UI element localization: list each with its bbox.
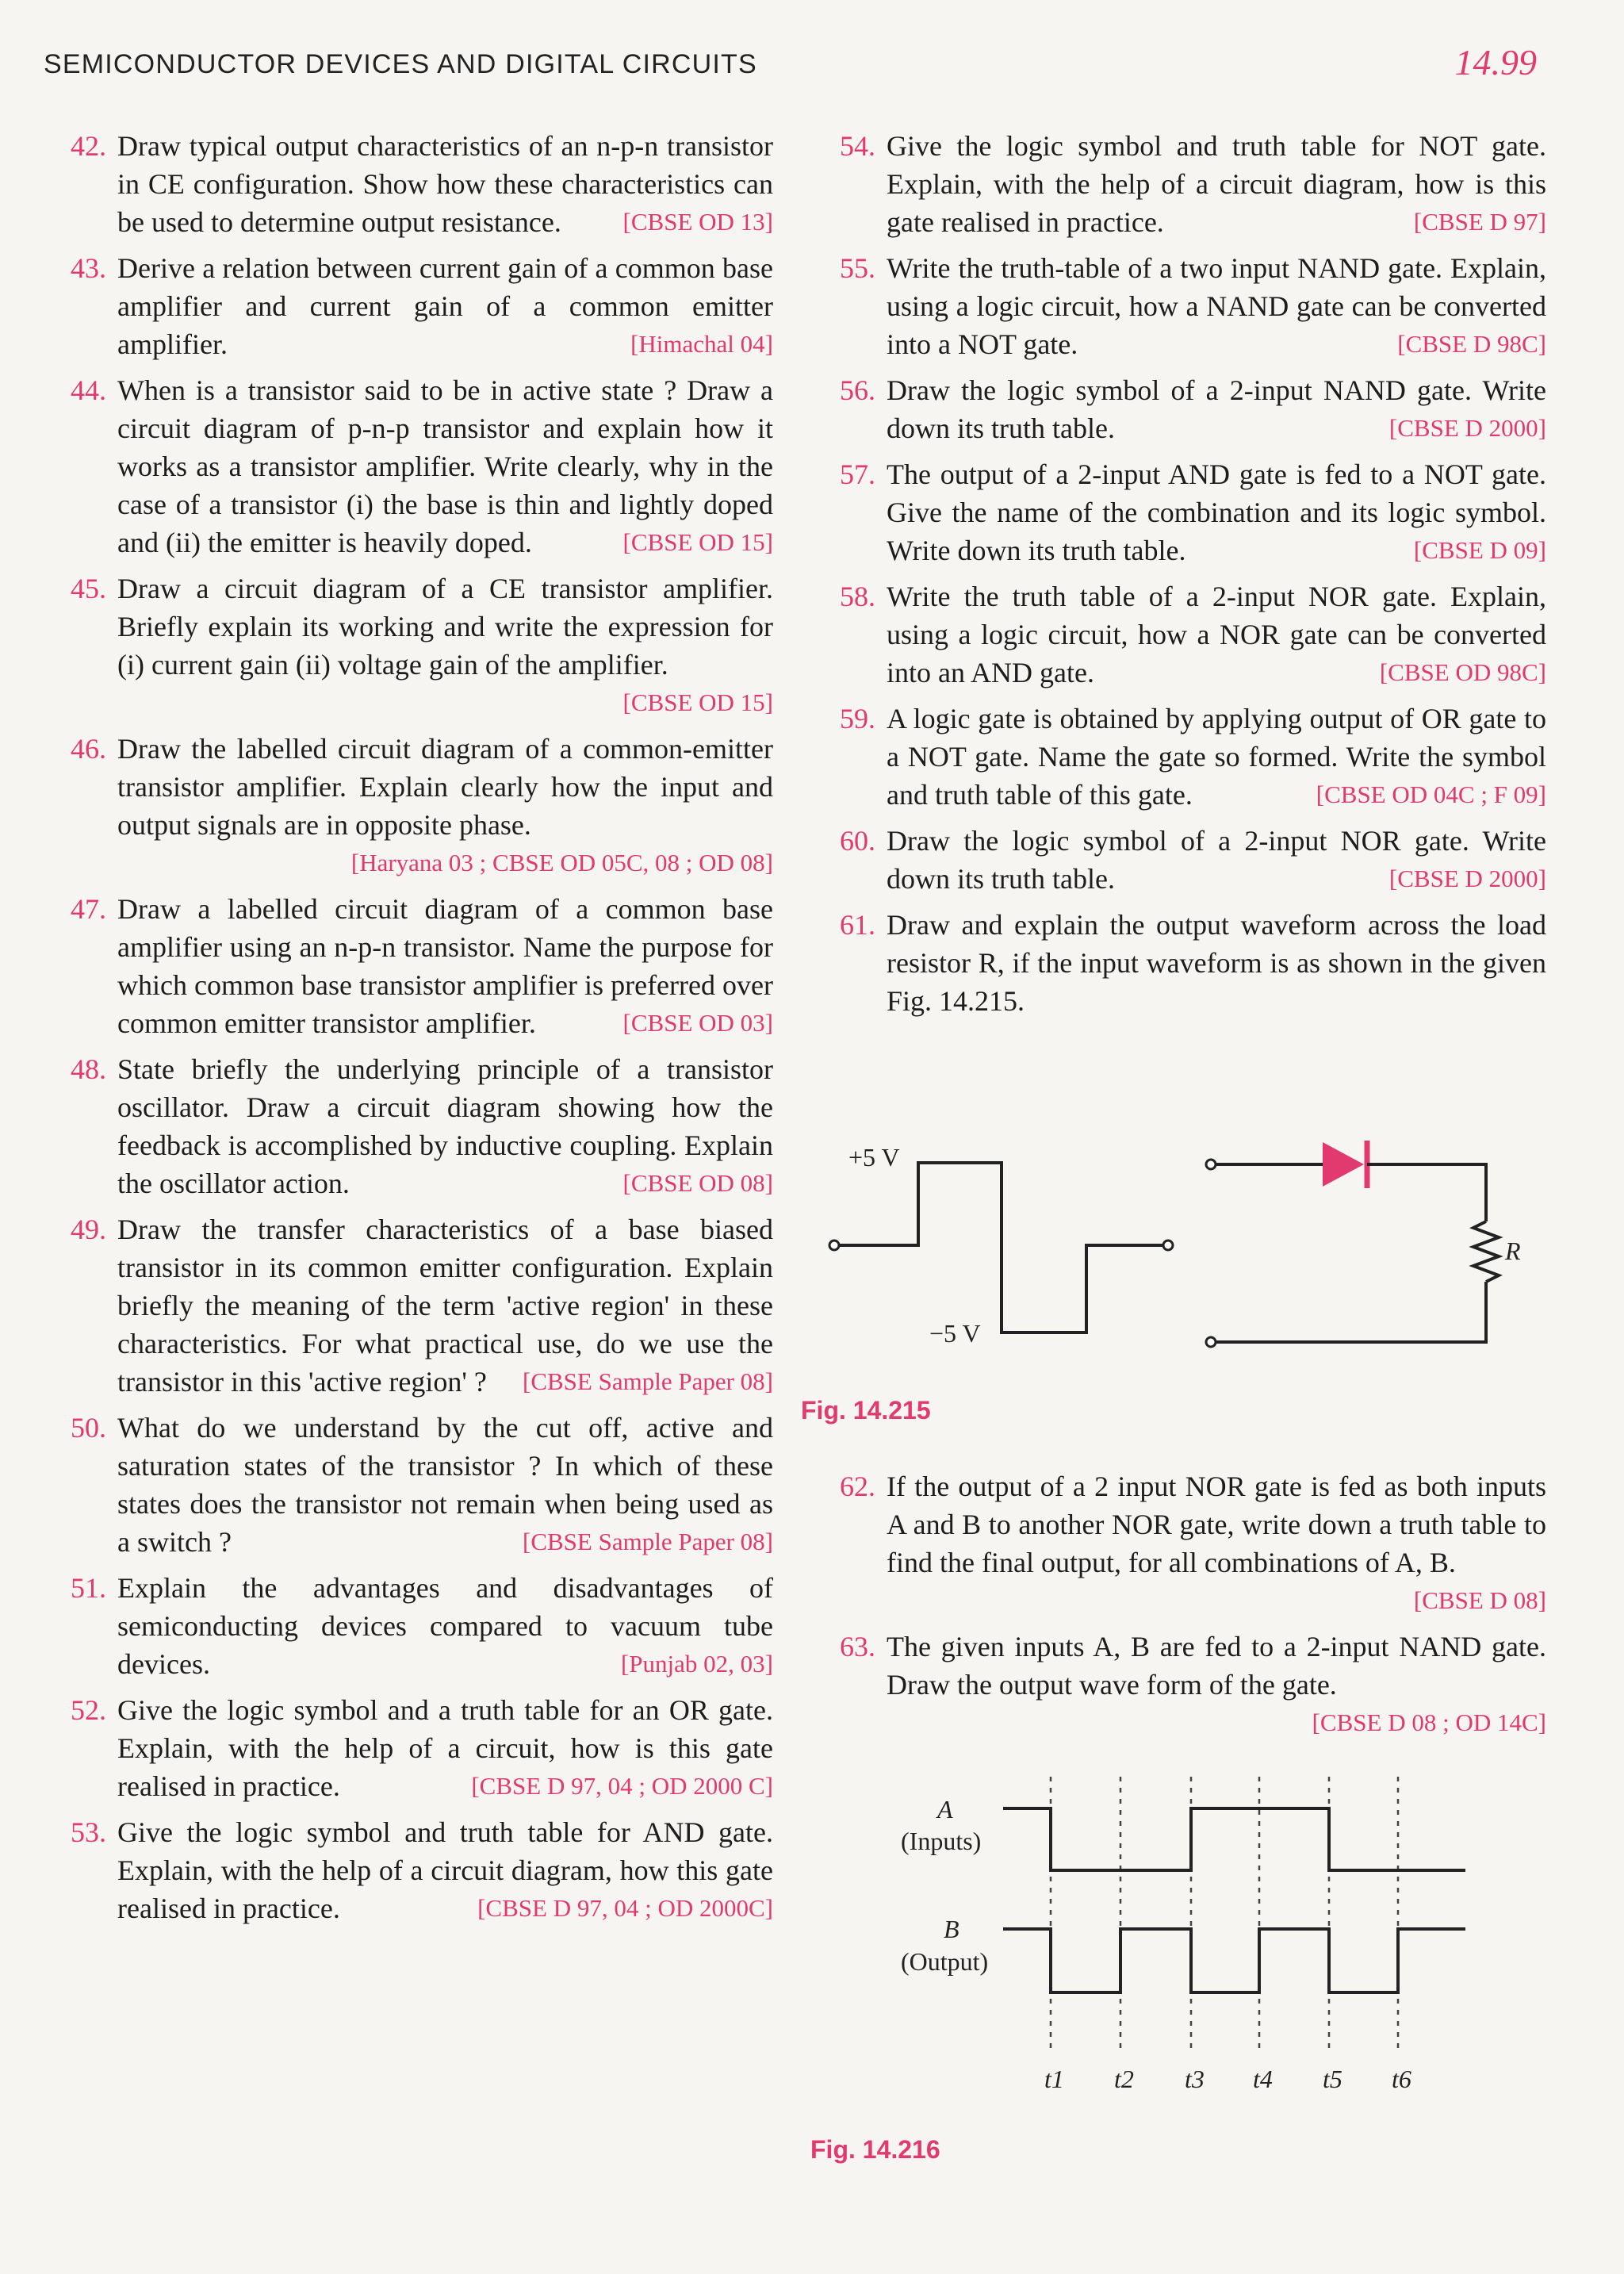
question-item bbox=[825, 455, 1546, 569]
question-number: 45. bbox=[71, 573, 106, 604]
question-reference: [CBSE OD 15] bbox=[622, 528, 773, 556]
question-body bbox=[117, 127, 773, 241]
question-number: 55. bbox=[840, 252, 875, 284]
question-number: 63. bbox=[840, 1631, 875, 1662]
question-item bbox=[56, 1210, 773, 1401]
question-number: 44. bbox=[71, 374, 106, 406]
circuit-terminal-top bbox=[1206, 1160, 1216, 1169]
question-reference: [CBSE OD 98C] bbox=[1379, 658, 1546, 686]
time-label-t4: t4 bbox=[1253, 2065, 1273, 2093]
input-terminal-right bbox=[1163, 1241, 1173, 1250]
question-body bbox=[117, 371, 773, 562]
question-number: 51. bbox=[71, 1572, 106, 1604]
resistor-symbol bbox=[1473, 1221, 1499, 1282]
question-reference: [CBSE D 97, 04 ; OD 2000C] bbox=[477, 1894, 773, 1922]
question-item bbox=[56, 127, 773, 241]
question-item bbox=[56, 371, 773, 562]
question-text: Write the truth-table of a two input NAND gate. Explain, using a logic circuit, how a NAND gate can be converted into a NOT gate. bbox=[887, 252, 1546, 360]
question-text: If the output of a 2 input NOR gate is fed as both inputs A and B to another NOR gate, write down a truth table to find the final output, for all combinations of A, B. bbox=[887, 1471, 1546, 1578]
question-body bbox=[117, 730, 773, 882]
question-text: The output of a 2-input AND gate is fed to a NOT gate. Give the name of the combination and its logic symbol. Write down its truth table. bbox=[887, 458, 1546, 566]
chapter-title: SEMICONDUCTOR DEVICES AND DIGITAL CIRCUITS bbox=[44, 49, 757, 79]
question-text: Explain the advantages and disadvantages of semiconducting devices compared to vacuum tube devices. bbox=[117, 1572, 773, 1680]
question-reference: [CBSE D 08 ; OD 14C] bbox=[1312, 1708, 1546, 1736]
question-reference: [Punjab 02, 03] bbox=[620, 1650, 773, 1678]
question-body bbox=[887, 822, 1546, 898]
question-reference: [CBSE D 2000] bbox=[1388, 865, 1546, 892]
waveform-b-sublabel: (Output) bbox=[901, 1947, 989, 1976]
question-body bbox=[117, 1813, 773, 1927]
question-body bbox=[117, 1409, 773, 1561]
question-number: 57. bbox=[840, 458, 875, 490]
question-reference: [CBSE OD 08] bbox=[622, 1169, 773, 1197]
question-item bbox=[825, 249, 1546, 363]
question-body bbox=[887, 1628, 1546, 1742]
time-label-t5: t5 bbox=[1323, 2065, 1342, 2093]
question-item bbox=[825, 1467, 1546, 1620]
question-body bbox=[887, 249, 1546, 363]
question-item bbox=[825, 906, 1546, 1020]
question-number: 46. bbox=[71, 733, 106, 765]
waveform-b bbox=[1003, 1929, 1465, 1992]
question-number: 58. bbox=[840, 581, 875, 612]
question-body bbox=[887, 1467, 1546, 1620]
question-item bbox=[825, 371, 1546, 447]
question-text: Draw the transfer characteristics of a base biased transistor in its common emitter configuration. Explain briefly the meaning of the term 'active region' in these characteristics. For what practical use, do we use the transistor in this 'active region' ? bbox=[117, 1214, 773, 1398]
question-body bbox=[887, 371, 1546, 447]
question-text: Draw the labelled circuit diagram of a common-emitter transistor amplifier. Explain clearly how the input and output signals are in opposite phase. bbox=[117, 733, 773, 841]
minus-5v-label: −5 V bbox=[929, 1319, 981, 1348]
question-item bbox=[56, 890, 773, 1042]
time-label-t2: t2 bbox=[1114, 2065, 1134, 2093]
question-body bbox=[117, 1050, 773, 1202]
time-labels bbox=[1044, 2065, 1411, 2093]
question-text: When is a transistor said to be in active state ? Draw a circuit diagram of p-n-p transistor and explain how it works as a transistor amplifier. Write clearly, why in the case of a transistor (i) the base is thin and lightly doped and (ii) the emitter is heavily doped. bbox=[117, 374, 773, 558]
waveform-b-label: B bbox=[944, 1915, 959, 1943]
question-reference: [Himachal 04] bbox=[630, 330, 773, 358]
question-body bbox=[117, 890, 773, 1042]
question-item bbox=[825, 700, 1546, 814]
question-reference: [Haryana 03 ; CBSE OD 05C, 08 ; OD 08] bbox=[350, 849, 773, 876]
circuit-terminal-bottom bbox=[1206, 1337, 1216, 1347]
question-body bbox=[117, 1210, 773, 1401]
question-reference: [CBSE D 98C] bbox=[1397, 330, 1546, 358]
question-reference: [CBSE OD 13] bbox=[622, 208, 773, 236]
question-item bbox=[56, 1050, 773, 1202]
question-item bbox=[56, 730, 773, 882]
question-reference: [CBSE D 97, 04 ; OD 2000 C] bbox=[471, 1772, 773, 1800]
question-text: Give the logic symbol and a truth table for an OR gate. Explain, with the help of a circuit, how is this gate realised in practice. bbox=[117, 1694, 773, 1802]
question-reference: [CBSE Sample Paper 08] bbox=[523, 1528, 773, 1555]
question-number: 50. bbox=[71, 1412, 106, 1444]
question-number: 52. bbox=[71, 1694, 106, 1726]
question-number: 62. bbox=[840, 1471, 875, 1502]
question-item bbox=[56, 1409, 773, 1561]
question-number: 54. bbox=[840, 130, 875, 162]
question-number: 60. bbox=[840, 825, 875, 857]
input-waveform bbox=[839, 1163, 1163, 1333]
left-column bbox=[56, 127, 773, 1935]
time-label-t1: t1 bbox=[1044, 2065, 1064, 2093]
time-label-t3: t3 bbox=[1185, 2065, 1205, 2093]
waveform-a-sublabel: (Inputs) bbox=[901, 1827, 982, 1855]
question-text: Draw the logic symbol of a 2-input NOR gate. Write down its truth table. bbox=[887, 825, 1546, 895]
fig-14-216-label: Fig. 14.216 bbox=[810, 2135, 940, 2164]
fig-14-215-label: Fig. 14.215 bbox=[801, 1396, 931, 1425]
question-reference: [CBSE OD 03] bbox=[622, 1009, 773, 1037]
question-number: 48. bbox=[71, 1053, 106, 1085]
question-number: 53. bbox=[71, 1816, 106, 1848]
question-reference: [CBSE D 2000] bbox=[1388, 414, 1546, 442]
question-text: Give the logic symbol and truth table for AND gate. Explain, with the help of a circuit diagram, how this gate realised in practice. bbox=[117, 1816, 773, 1924]
question-item bbox=[56, 1569, 773, 1683]
question-body bbox=[887, 700, 1546, 814]
question-text: The given inputs A, B are fed to a 2-input NAND gate. Draw the output wave form of the gate. bbox=[887, 1631, 1546, 1701]
resistor-label: R bbox=[1505, 1237, 1521, 1265]
question-item bbox=[56, 1813, 773, 1927]
fig-14-215-diagram bbox=[825, 1134, 1538, 1364]
question-item bbox=[825, 127, 1546, 241]
question-item bbox=[56, 1691, 773, 1805]
question-text: A logic gate is obtained by applying output of OR gate to a NOT gate. Name the gate so formed. Write the symbol and truth table of this gate. bbox=[887, 703, 1546, 811]
question-text: Draw the logic symbol of a 2-input NAND gate. Write down its truth table. bbox=[887, 374, 1546, 444]
time-marker-lines bbox=[1051, 1777, 1398, 2054]
input-terminal-left bbox=[829, 1241, 839, 1250]
question-number: 42. bbox=[71, 130, 106, 162]
question-number: 49. bbox=[71, 1214, 106, 1245]
question-body bbox=[887, 127, 1546, 241]
right-lower-questions bbox=[825, 1467, 1546, 1750]
waveform-a bbox=[1003, 1808, 1465, 1870]
question-text: Draw typical output characteristics of an n-p-n transistor in CE configuration. Show how these characteristics can be used to determine output resistance. bbox=[117, 130, 773, 238]
question-text: What do we understand by the cut off, active and saturation states of the transistor ? In which of these states does the transistor not remain when being used as a switch ? bbox=[117, 1412, 773, 1558]
question-body bbox=[887, 455, 1546, 569]
question-number: 47. bbox=[71, 893, 106, 925]
question-reference: [CBSE D 97] bbox=[1413, 208, 1546, 236]
question-reference: [CBSE D 08] bbox=[1413, 1586, 1546, 1614]
question-item bbox=[56, 249, 773, 363]
question-item bbox=[825, 577, 1546, 692]
page-number: 14.99 bbox=[1454, 42, 1537, 82]
question-text: Give the logic symbol and truth table for NOT gate. Explain, with the help of a circuit diagram, how is this gate realised in practice. bbox=[887, 130, 1546, 238]
question-text: Draw a circuit diagram of a CE transistor amplifier. Briefly explain its working and write the expression for (i) current gain (ii) voltage gain of the amplifier. bbox=[117, 573, 773, 681]
question-body bbox=[117, 1691, 773, 1805]
question-reference: [CBSE OD 04C ; F 09] bbox=[1316, 780, 1546, 808]
diode-symbol bbox=[1323, 1142, 1364, 1187]
question-text: State briefly the underlying principle of a transistor oscillator. Draw a circuit diagram showing how the feedback is accomplished by inductive coupling. Explain the oscillator action. bbox=[117, 1053, 773, 1199]
question-number: 61. bbox=[840, 909, 875, 941]
question-number: 59. bbox=[840, 703, 875, 734]
fig-14-216-diagram bbox=[888, 1777, 1522, 2094]
question-reference: [CBSE OD 15] bbox=[622, 688, 773, 716]
question-body bbox=[117, 249, 773, 363]
question-body bbox=[887, 577, 1546, 692]
question-reference: [CBSE D 09] bbox=[1413, 536, 1546, 564]
question-text: Draw a labelled circuit diagram of a common base amplifier using an n-p-n transistor. Name the purpose for which common base transistor amplifier is preferred over common emitter transistor amplifier. bbox=[117, 893, 773, 1039]
plus-5v-label: +5 V bbox=[848, 1143, 900, 1172]
question-body bbox=[117, 569, 773, 722]
waveform-a-label: A bbox=[937, 1795, 953, 1823]
question-item bbox=[56, 569, 773, 722]
question-text: Write the truth table of a 2-input NOR gate. Explain, using a logic circuit, how a NOR gate can be converted into an AND gate. bbox=[887, 581, 1546, 688]
question-text: Derive a relation between current gain of a common base amplifier and current gain of a common emitter amplifier. bbox=[117, 252, 773, 360]
question-reference: [CBSE Sample Paper 08] bbox=[523, 1367, 773, 1395]
question-number: 43. bbox=[71, 252, 106, 284]
question-item bbox=[825, 1628, 1546, 1742]
question-text: Draw and explain the output waveform across the load resistor R, if the input waveform is as shown in the given Fig. 14.215. bbox=[887, 909, 1546, 1017]
question-number: 56. bbox=[840, 374, 875, 406]
question-item bbox=[825, 822, 1546, 898]
time-label-t6: t6 bbox=[1392, 2065, 1411, 2093]
question-body bbox=[887, 906, 1546, 1020]
question-body bbox=[117, 1569, 773, 1683]
